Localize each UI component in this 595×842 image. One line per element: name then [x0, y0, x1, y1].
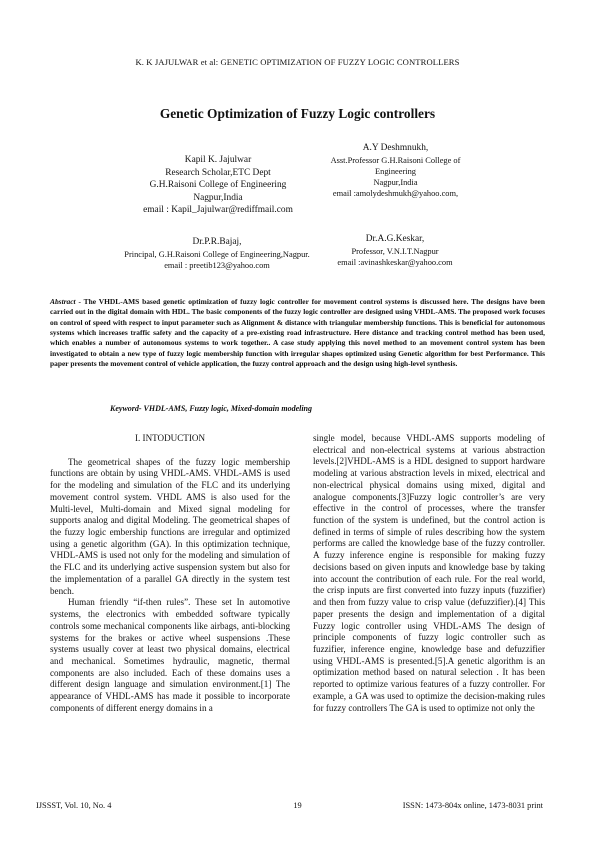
author-name: Dr.P.R.Bajaj,: [192, 237, 242, 247]
abstract-text: The VHDL-AMS based genetic optimization of fuzzy logic controller for movement control systems is discussed here. The designs have been carried out in the digital domain with HDL. The basic components of the fuzzy logic controller are designed using VHDL-AMS. The proposed work focuses on control of speed with respect to input parameter such as Alignment & distance with triangular membership functions. This is beneficial for autonomous systems which increases traffic safety and the capacity of a pre-existing road infrastructure. Here distance and tracking control method has been used, which enables a number of autonomous systems to work together.. A case study applying this novel method to an movement control system has been investigated to obtain a new type of fuzzy logic membership function with irregular shapes optimized using Genetic algorithm for best Performance. This paper presents the movement control of vehicle application, the fuzzy control approach and the design using high-level synthesis.: [50, 297, 545, 369]
body-paragraph: The geometrical shapes of the fuzzy logic membership functions are obtain by using VHDL-AMS. VHDL-AMS is used for the modeling and simulation of the FLC and its underlying movement control system. VHDL AMS is also used for the Multi-level, Multi-domain and Mixed signal modeling for supports analog and digital Modeling. The geometrical shapes of the fuzzy logic embership functions are irregular and optimized using a genetic algorithm (GA). In this optimization technique, VHDL-AMS is used not only for the modeling and simulation of the FLC and its underlying active suspension system but also for the implementation of a parallel GA directly in the system test bench.: [50, 456, 290, 596]
page-number: 19: [293, 801, 302, 810]
paper-title: Genetic Optimization of Fuzzy Logic controllers: [159, 106, 436, 121]
keywords: Keyword- VHDL-AMS, Fuzzy logic, Mixed-domain modeling: [110, 404, 313, 413]
author-email: email : preetib123@yahoo.com: [164, 260, 270, 270]
author-block-3: [122, 236, 312, 271]
author-affiliation: Nagpur,India: [193, 192, 243, 203]
author-name: Kapil K. Jajulwar: [184, 155, 252, 165]
body-paragraph: Human friendly “if-then rules”. These set In automotive systems, the electronics with embedded software typically controls some mechanical components like airbags, anti-blocking systems for the brakes or active wheel suspensions .These systems usually cover at least two physical domains, electrical and mechanical. Sometimes hydraulic, magnetic, thermal components are also included. Each of these domains uses a different design language and simulation environment.[1] The appearance of VHDL-AMS has made it possible to incorporate components of different energy domains in a: [50, 597, 290, 713]
abstract: [50, 297, 545, 369]
author-affiliation: G.H.Raisoni College of Engineering: [149, 180, 287, 191]
author-affiliation: Nagpur,India: [373, 178, 418, 187]
author-affiliation: Research Scholar,ETC Dept: [165, 167, 271, 178]
body-paragraph: single model, because VHDL-AMS supports modeling of electrical and non-electrical systems at various abstraction levels.[2]VHDL-AMS is a HDL designed to support hardware modeling at various abstraction levels in mixed, electrical and non-electrical physical domains using mixed, digital and analogue components.[3]Fuzzy logic controller’s are very effective in the control of processes, where the transfer function of the system is undefined, but the control action is defined in terms of simple of rules describing how the system performs are called the knowledge base of the fuzzy controller. A fuzzy inference engine is responsible for making fuzzy decisions based on given inputs and knowledge base by taking into account the contribution of each rule. For the real world, the crisp inputs are first converted into fuzzy inputs (fuzzifier) and then from fuzzy value to crisp value (defuzzifier).[4] This paper presents the design and implementation of a digital Fuzzy logic controller using VHDL-AMS The design of principle components of fuzzy logic controller such as fuzzifier, inference engine, knowledge base and defuzzifier using VHDL-AMS is presented.[5].A genetic algorithm is an optimization method based on natural selection . It has been reported to optimize various features of a fuzzy controller. For example, a GA was used to optimize the decision-making rules for fuzzy controllers The GA is used to optimize not only the: [313, 433, 545, 713]
author-affiliation: Principal, G.H.Raisoni College of Engineering,Nagpur.: [124, 249, 310, 259]
author-block-2: [313, 142, 478, 199]
author-name: Dr.A.G.Keskar,: [365, 234, 425, 244]
author-email: email :amolydeshmukh@yahoo.com,: [332, 189, 459, 199]
author-affiliation: Professor, V.N.I.T.Nagpur: [351, 246, 439, 256]
footer-journal: IJSSST, Vol. 10, No. 4: [36, 801, 112, 810]
footer-issn: ISSN: 1473-804x online, 1473-8031 print: [402, 801, 543, 810]
author-email: email :avinashkeskar@yahoo.com: [337, 257, 453, 267]
section-heading: I. INTODUCTION: [134, 433, 206, 443]
author-affiliation: Asst.Professor G.H.Raisoni College of Engineering: [330, 155, 461, 176]
left-column: [50, 433, 290, 715]
abstract-label: Abstract -: [50, 297, 81, 306]
author-block-4: [305, 233, 485, 268]
right-column: [313, 433, 545, 714]
author-email: email : Kapil_Jajulwar@rediffmail.com: [143, 205, 293, 216]
author-name: A.Y Deshmnukh,: [362, 143, 429, 153]
author-block-1: [118, 154, 318, 217]
running-header: K. K JAJULWAR et al: GENETIC OPTIMIZATION OF FUZZY LOGIC CONTROLLERS: [135, 57, 460, 67]
